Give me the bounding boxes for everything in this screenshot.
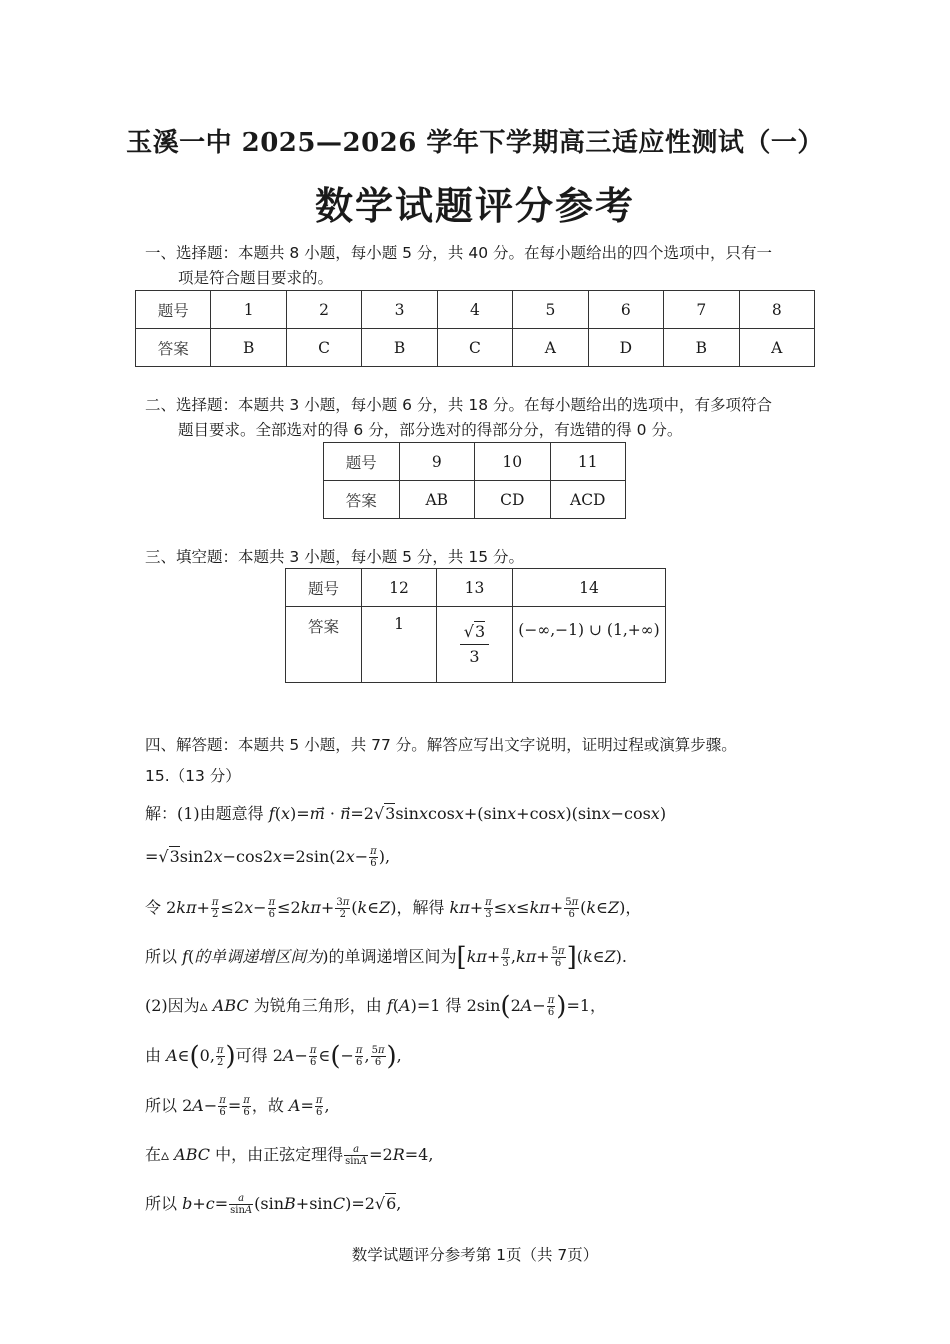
- solution-line-6: 由 A∈(0, $\frac{\pi}{2}$ )可得 2A− $\frac{\pi}{6}$ ∈(− $\frac{\pi}{6}$ , $\frac{5\pi}{6}$ ),: [145, 1041, 402, 1072]
- question-number: 7: [664, 291, 739, 329]
- solution-line-4: 所以 f(的单调递增区间为)的单调递增区间为[kπ+ $\frac{\pi}{3}$ ,kπ+ $\frac{5\pi}{6}$ ](k∈Z).: [145, 942, 627, 973]
- row-label-question: 题号: [286, 569, 362, 607]
- solution-line-7: 所以 2A− $\frac{\pi}{6}$ = $\frac{\pi}{6}$ ，故 A= $\frac{\pi}{6}$ ,: [145, 1095, 330, 1118]
- question-number: 10: [475, 443, 551, 481]
- exam-title: 玉溪一中 2025—2026 学年下学期高三适应性测试（一）: [126, 128, 824, 158]
- table-row: [136, 329, 815, 367]
- question-number: 3: [362, 291, 437, 329]
- solution-line-5: (2)因为▵ ABC 为锐角三角形，由 f(A)=1 得 2sin(2A− $\frac{\pi}{6}$ )=1，: [145, 991, 607, 1022]
- question-number: 11: [550, 443, 626, 481]
- table-row: [136, 291, 815, 329]
- problem-number: 15.（13 分）: [145, 767, 241, 785]
- answer-cell: C: [286, 329, 361, 367]
- row-label-answer: 答案: [324, 481, 400, 519]
- table-row: [324, 481, 626, 519]
- answer-cell: (−∞,−1) ∪ (1,+∞): [513, 607, 666, 683]
- section1-heading: 一、选择题：本题共 8 小题，每小题 5 分，共 40 分。在每小题给出的四个选项中，只有一: [145, 244, 773, 262]
- fraction-sqrt3-over-3: $\frac{√3}{3}$: [460, 620, 489, 669]
- answer-cell: CD: [475, 481, 551, 519]
- solution-line-3: 令 2kπ+ $\frac{\pi}{2}$ ≤2x− $\frac{\pi}{6}$ ≤2kπ+ $\frac{3\pi}{2}$ (k∈Z)，解得 kπ+ $\frac{\pi}{3}$ ≤x≤kπ+ $\frac{5\pi}{6}$ (k∈Z)，: [145, 897, 642, 920]
- question-number: 6: [588, 291, 663, 329]
- row-label-question: 题号: [324, 443, 400, 481]
- answer-cell: C: [437, 329, 512, 367]
- question-number: 2: [286, 291, 361, 329]
- solution-line-1: 解：(1)由题意得 f(x)=m⃗ · n⃗=2√3sinxcosx+(sinx+cosx)(sinx−cosx): [145, 804, 667, 823]
- answer-cell: [437, 607, 513, 683]
- answer-cell: B: [362, 329, 437, 367]
- answer-cell: A: [739, 329, 815, 367]
- question-number: 8: [739, 291, 815, 329]
- answer-cell: A: [513, 329, 588, 367]
- answer-cell: D: [588, 329, 663, 367]
- row-label-question: 题号: [136, 291, 211, 329]
- section4-heading: 四、解答题：本题共 5 小题，共 77 分。解答应写出文字说明，证明过程或演算步骤。: [145, 736, 737, 754]
- section1-heading-cont: 项是符合题目要求的。: [178, 269, 334, 287]
- page-title: 数学试题评分参考: [314, 183, 635, 228]
- table-row: [286, 569, 666, 607]
- section2-heading: 二、选择题：本题共 3 小题，每小题 6 分，共 18 分。在每小题给出的选项中，有多项符合: [145, 396, 773, 414]
- section2-heading-cont: 题目要求。全部选对的得 6 分，部分选对的得部分分，有选错的得 0 分。: [178, 421, 683, 439]
- answer-cell: ACD: [550, 481, 626, 519]
- answer-cell: B: [664, 329, 739, 367]
- page-footer: 数学试题评分参考第 1页（共 7页）: [351, 1246, 599, 1264]
- question-number: 4: [437, 291, 512, 329]
- row-label-answer: 答案: [136, 329, 211, 367]
- question-number: 5: [513, 291, 588, 329]
- question-number: 14: [513, 569, 666, 607]
- section1-answer-table: [135, 290, 815, 367]
- question-number: 12: [362, 569, 437, 607]
- row-label-answer: 答案: [286, 607, 362, 683]
- question-number: 9: [399, 443, 475, 481]
- section3-heading: 三、填空题：本题共 3 小题，每小题 5 分，共 15 分。: [145, 548, 525, 566]
- answer-13-denominator: 3: [469, 647, 480, 666]
- solution-line-8: 在▵ ABC 中，由正弦定理得 $\frac{a}{\sin A}$ =2R=4,: [145, 1144, 434, 1167]
- answer-cell: AB: [399, 481, 475, 519]
- section2-answer-table: [323, 442, 626, 519]
- table-row: [286, 607, 666, 683]
- answer-cell: B: [211, 329, 286, 367]
- question-number: 13: [437, 569, 513, 607]
- answer-13-numerator: 3: [475, 622, 486, 641]
- table-row: [324, 443, 626, 481]
- solution-line-9: 所以 b+c= $\frac{a}{\sin A}$ (sinB+sinC)=2√6,: [145, 1193, 402, 1216]
- section3-answer-table: [285, 568, 666, 683]
- question-number: 1: [211, 291, 286, 329]
- answer-cell: 1: [362, 607, 437, 683]
- solution-line-2: =√3sin2x−cos2x=2sin(2x− $\frac{\pi}{6}$ ),: [145, 846, 391, 869]
